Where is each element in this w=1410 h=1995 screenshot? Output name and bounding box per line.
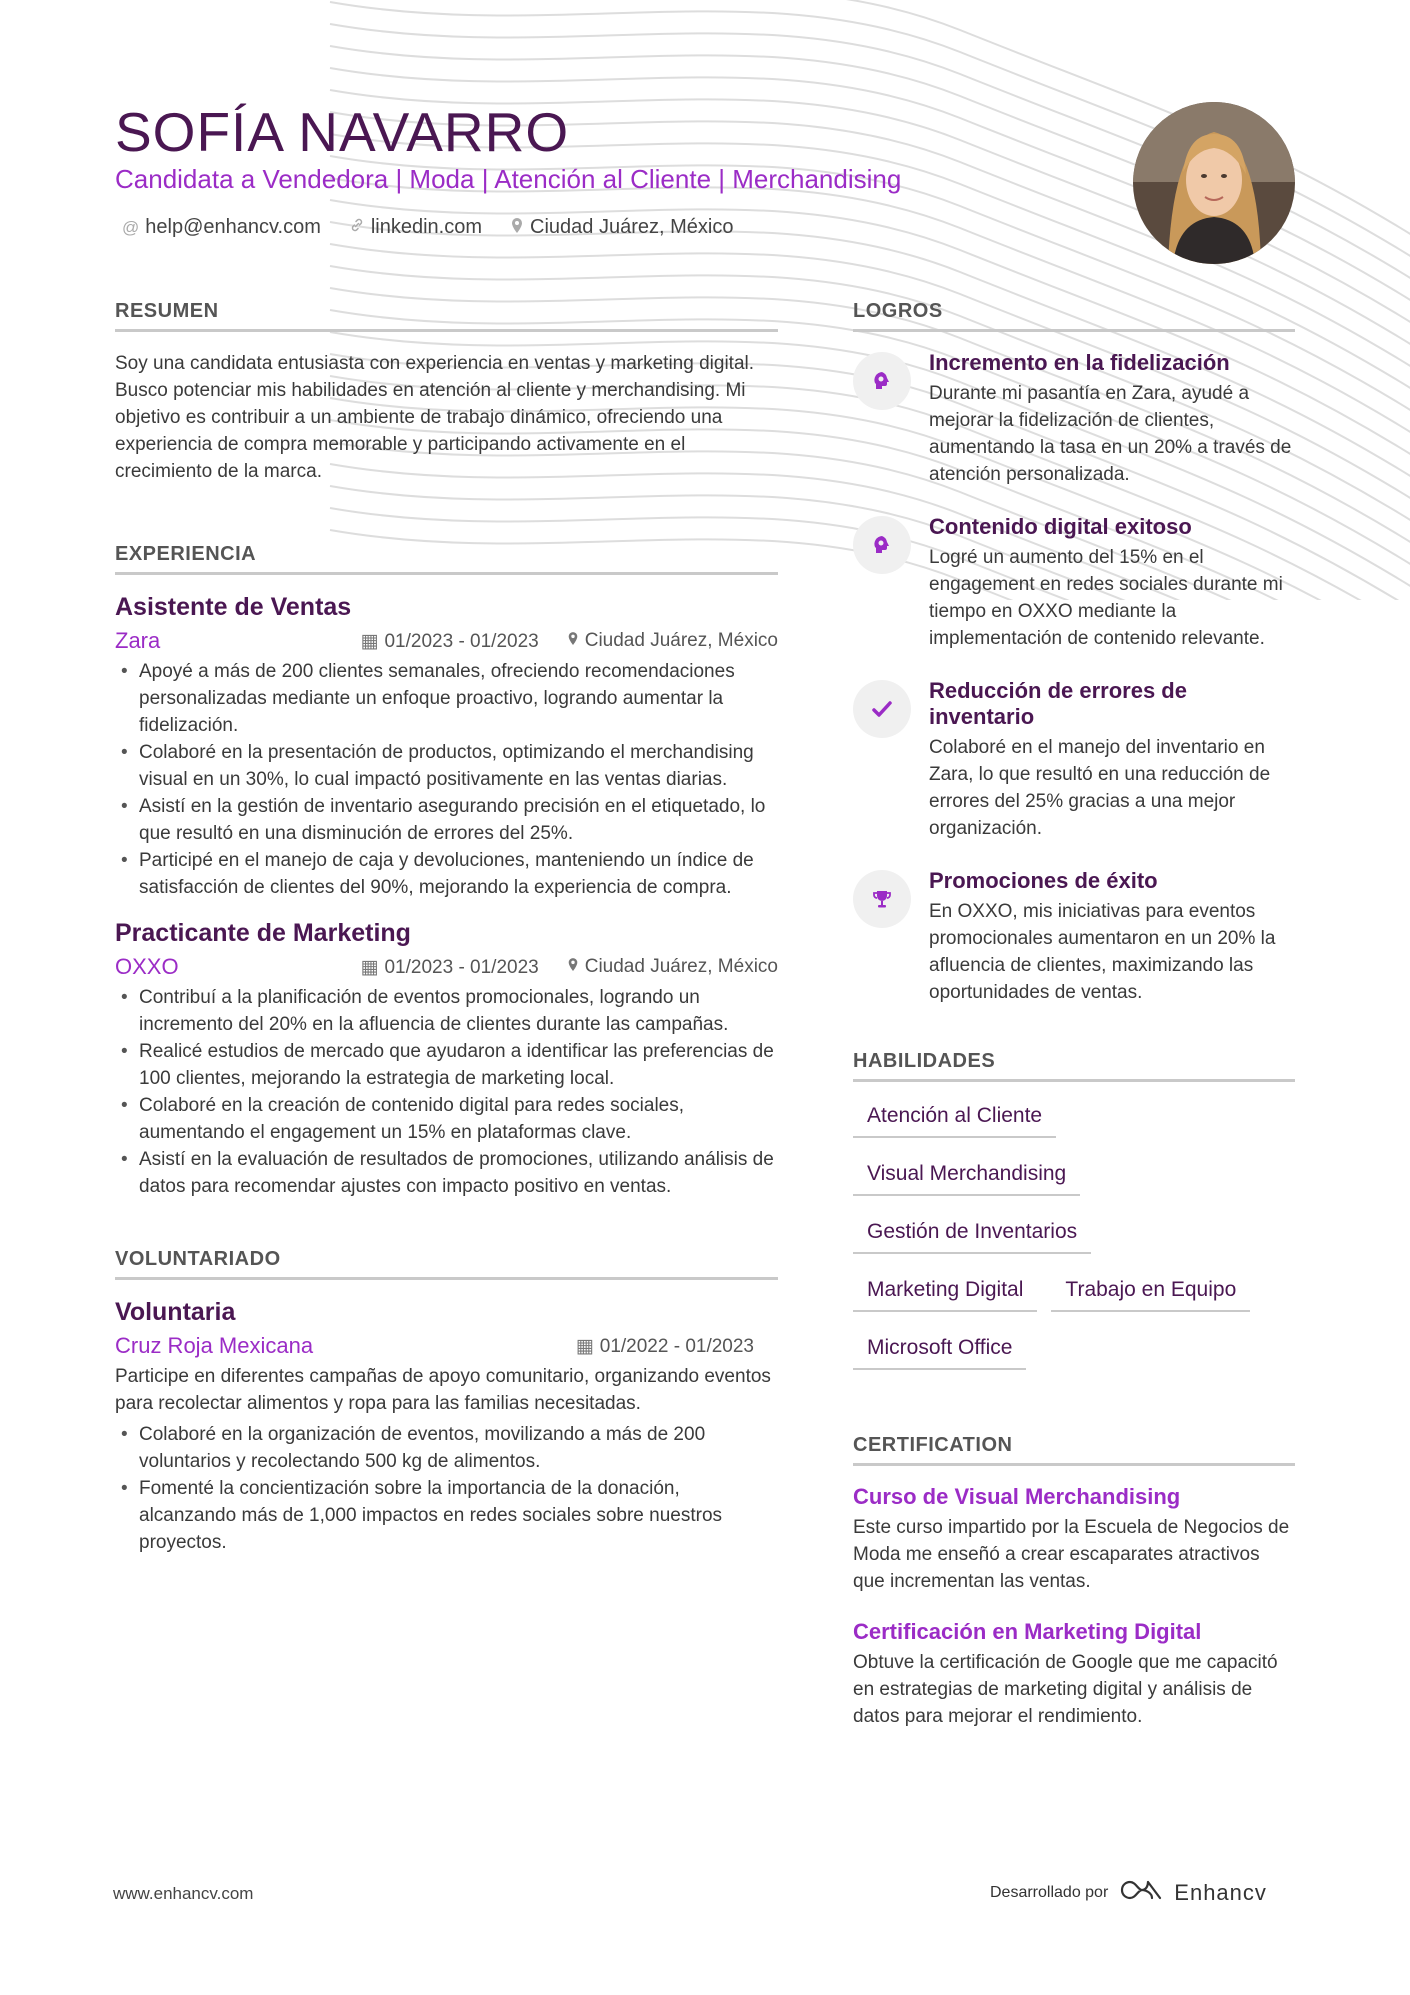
link-icon bbox=[349, 217, 365, 238]
job-dates-text: 01/2023 - 01/2023 bbox=[384, 630, 539, 652]
location-pin-icon bbox=[567, 956, 579, 977]
candidate-name: SOFÍA NAVARRO bbox=[115, 101, 570, 163]
calendar-icon: ▦ bbox=[360, 956, 379, 978]
skill-tag: Atención al Cliente bbox=[853, 1100, 1056, 1138]
location-pin-icon bbox=[510, 217, 524, 239]
achievement-title: Promociones de éxito bbox=[929, 868, 1158, 893]
certification-title: Curso de Visual Merchandising bbox=[853, 1484, 1181, 1509]
job-company: Zara bbox=[115, 628, 161, 653]
job-location bbox=[567, 956, 778, 979]
calendar-icon: ▦ bbox=[360, 630, 379, 652]
certification-text: Este curso impartido por la Escuela de Negocios de Moda me enseñó a crear escaparates atractivos que incrementan las ventas. bbox=[853, 1517, 1290, 1592]
skill-tag: Gestión de Inventarios bbox=[853, 1216, 1091, 1254]
enhancv-logo-icon bbox=[1118, 1878, 1164, 1907]
job-role: Asistente de Ventas bbox=[115, 593, 352, 621]
job-location-text: Ciudad Juárez, México bbox=[584, 955, 778, 977]
footer-website[interactable]: www.enhancv.com bbox=[113, 1884, 254, 1903]
achievement-title: Reducción de errores de inventario bbox=[929, 678, 1187, 729]
achievement-item bbox=[853, 514, 1295, 652]
right-column bbox=[853, 300, 1295, 1754]
job-bullets bbox=[115, 984, 778, 1200]
list-item: • Apoyé a más de 200 clientes semanales, ofreciendo recomendaciones personalizadas mediante un enfoque proactivo, logrando aumentar la fidelización. bbox=[115, 658, 778, 739]
achievement-item bbox=[853, 678, 1295, 842]
volunteer-bullets bbox=[115, 1421, 778, 1556]
job-dates bbox=[361, 630, 539, 653]
skill-tag: Marketing Digital bbox=[853, 1274, 1037, 1312]
candidate-subtitle: Candidata a Vendedora | Moda | Atención al Cliente | Merchandising bbox=[115, 164, 902, 194]
volunteer-entry bbox=[115, 1298, 778, 1556]
job-entry bbox=[115, 593, 778, 901]
left-column bbox=[115, 300, 778, 1574]
volunteer-org: Cruz Roja Mexicana bbox=[115, 1333, 314, 1358]
contact-location bbox=[510, 216, 733, 239]
contact-linkedin[interactable] bbox=[349, 216, 482, 239]
achievement-title: Contenido digital exitoso bbox=[929, 514, 1192, 539]
volunteer-dates-text: 01/2022 - 01/2023 bbox=[599, 1335, 754, 1357]
linkedin-text: linkedin.com bbox=[370, 216, 483, 238]
achievement-item bbox=[853, 350, 1295, 488]
volunteer-meta bbox=[115, 1333, 778, 1359]
summary-heading: RESUMEN bbox=[115, 300, 778, 332]
brain-icon bbox=[853, 352, 911, 410]
volunteer-role: Voluntaria bbox=[115, 1298, 236, 1326]
achievements-heading: LOGROS bbox=[853, 300, 1295, 332]
check-icon bbox=[853, 680, 911, 738]
job-meta bbox=[115, 628, 778, 654]
list-item: • Colaboré en la creación de contenido digital para redes sociales, aumentando el engagement un 15% en plataformas clave. bbox=[115, 1092, 778, 1146]
volunteer-dates bbox=[576, 1335, 754, 1358]
job-bullets bbox=[115, 658, 778, 901]
list-item: • Fomenté la concientización sobre la importancia de la donación, alcanzando más de 1,000 impactos en redes sociales sobre nuestros proyectos. bbox=[115, 1475, 778, 1556]
achievement-text: En OXXO, mis iniciativas para eventos promocionales aumentaron en un 20% la afluencia de clientes, maximizando las oportunidades de ventas. bbox=[929, 901, 1276, 1003]
profile-photo bbox=[1133, 102, 1295, 264]
achievement-text: Logré un aumento del 15% en el engagement en redes sociales durante mi tiempo en OXXO mediante la implementación de contenido relevante. bbox=[929, 547, 1283, 649]
certification-item bbox=[853, 1619, 1295, 1730]
job-dates bbox=[361, 956, 539, 979]
skill-tag: Trabajo en Equipo bbox=[1051, 1274, 1250, 1312]
achievement-title: Incremento en la fidelización bbox=[929, 350, 1230, 375]
brain-icon bbox=[853, 516, 911, 574]
location-text: Ciudad Juárez, México bbox=[530, 216, 734, 238]
contact-info bbox=[122, 216, 733, 239]
location-pin-icon bbox=[567, 630, 579, 651]
job-entry bbox=[115, 919, 778, 1200]
powered-by-text: Desarrollado por bbox=[990, 1883, 1109, 1901]
certification-text: Obtuve la certificación de Google que me capacitó en estrategias de marketing digital y análisis de datos para mejorar el rendimiento. bbox=[853, 1652, 1278, 1727]
contact-email[interactable] bbox=[122, 216, 321, 239]
list-item: • Realicé estudios de mercado que ayudaron a identificar las preferencias de 100 clientes, mejorando la estrategia de marketing local. bbox=[115, 1038, 778, 1092]
list-item: • Asistí en la evaluación de resultados de promociones, utilizando análisis de datos para recomendar ajustes con impacto positivo en ventas. bbox=[115, 1146, 778, 1200]
volunteer-description: Participe en diferentes campañas de apoyo comunitario, organizando eventos para recolectar alimentos y ropa para las familias necesitadas. bbox=[115, 1366, 771, 1414]
list-item: • Colaboré en la presentación de productos, optimizando el merchandising visual en un 30%, lo cual impactó positivamente en las ventas diarias. bbox=[115, 739, 778, 793]
job-location-text: Ciudad Juárez, México bbox=[584, 629, 778, 651]
list-item: • Asistí en la gestión de inventario asegurando precisión en el etiquetado, lo que resultó en una disminución de errores del 25%. bbox=[115, 793, 778, 847]
at-icon: @ bbox=[122, 217, 140, 237]
brand-name: Enhancv bbox=[1174, 1879, 1267, 1905]
summary-text: Soy una candidata entusiasta con experiencia en ventas y marketing digital. Busco potenciar mis habilidades en atención al cliente y merchandising. Mi objetivo es contribuir a un ambiente de trabajo dinámico, ofreciendo una experiencia de compra memorable y participando activamente en el crecimiento de la marca. bbox=[115, 353, 755, 482]
trophy-icon bbox=[853, 870, 911, 928]
achievement-text: Durante mi pasantía en Zara, ayudé a mejorar la fidelización de clientes, aumentando la tasa en un 20% a través de atención personalizada. bbox=[929, 383, 1292, 485]
certification-heading: CERTIFICATION bbox=[853, 1434, 1295, 1466]
volunteering-heading: VOLUNTARIADO bbox=[115, 1248, 778, 1280]
skill-tag: Visual Merchandising bbox=[853, 1158, 1080, 1196]
achievement-item bbox=[853, 868, 1295, 1006]
list-item: • Participé en el manejo de caja y devoluciones, manteniendo un índice de satisfacción de clientes del 90%, mejorando la experiencia de compra. bbox=[115, 847, 778, 901]
calendar-icon: ▦ bbox=[575, 1335, 594, 1357]
skill-tag: Microsoft Office bbox=[853, 1332, 1026, 1370]
skills-list bbox=[853, 1100, 1295, 1390]
job-dates-text: 01/2023 - 01/2023 bbox=[384, 956, 539, 978]
footer-branding bbox=[990, 1878, 1267, 1907]
job-role: Practicante de Marketing bbox=[115, 919, 411, 947]
list-item: • Colaboré en la organización de eventos, movilizando a más de 200 voluntarios y recolectando 500 kg de alimentos. bbox=[115, 1421, 778, 1475]
experience-heading: EXPERIENCIA bbox=[115, 543, 778, 575]
certification-item bbox=[853, 1484, 1295, 1595]
job-company: OXXO bbox=[115, 954, 179, 979]
skills-heading: HABILIDADES bbox=[853, 1050, 1295, 1082]
job-location bbox=[567, 630, 778, 653]
achievement-text: Colaboré en el manejo del inventario en Zara, lo que resultó en una reducción de errores del 25% gracias a una mejor organización. bbox=[929, 737, 1271, 839]
certification-title: Certificación en Marketing Digital bbox=[853, 1619, 1202, 1644]
email-text: help@enhancv.com bbox=[145, 216, 321, 238]
list-item: • Contribuí a la planificación de eventos promocionales, logrando un incremento del 20% en la afluencia de clientes durante las campañas. bbox=[115, 984, 778, 1038]
job-meta bbox=[115, 954, 778, 980]
